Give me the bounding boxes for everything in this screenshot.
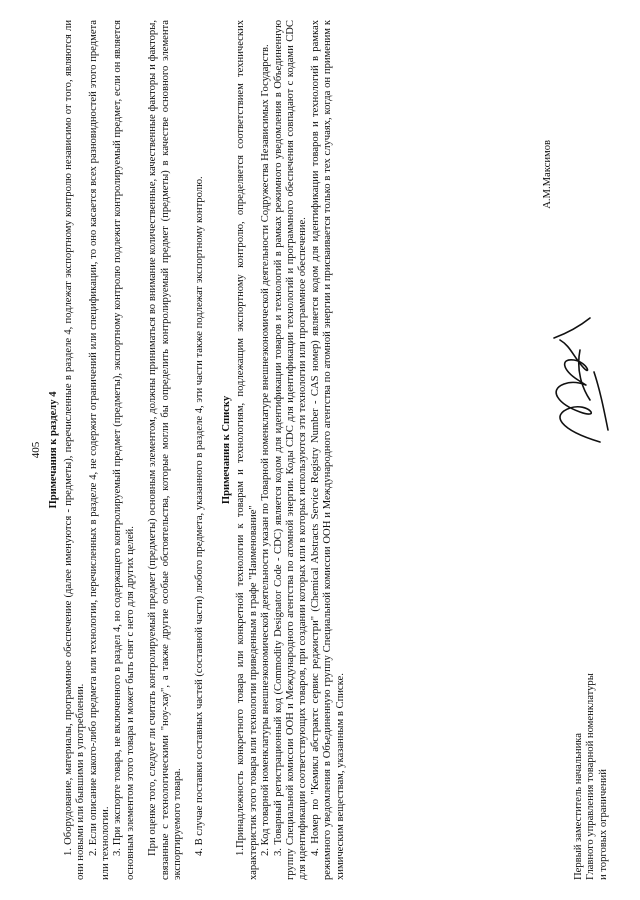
list-note-3: 3. Товарный регистрационный код (Commodity Designator Code - CDC) является кодом для идентификации товаров и технологий в рамках режимного уведомления в Объединенную группу Специальной комиссии ООН и Международного агентства по атомной энергии. Коды CDC для идентификации технологий и программного обеспечения совпадают с кодами CDC для идентификации соответствующих товаров, при создании которых или в которых используются эти технологии или программное обеспечение. <box>272 20 309 880</box>
signatory-title-line-3: и торговых ограничений <box>597 769 609 880</box>
signatory-title <box>573 520 610 880</box>
signatory-title-line-1: Первый заместитель начальника <box>572 733 584 880</box>
section4-note-1: 1. Оборудование, материалы, программное обеспечение (далее именуются - предметы), перечисленные в разделе 4, подлежат экспортному контролю независимо от того, являются ли они новыми или бывшими в употреблении. <box>62 20 87 880</box>
list-note-2: 2. Код товарной номенклатуры внешнеэкономической деятельности указан по Товарной номенклатуре внешнеэкономической деятельности Содружества Независимых Государств. <box>260 44 272 856</box>
page-number: 405 <box>30 441 42 459</box>
section4-notes-title: Примечания к разделу 4 <box>48 391 60 509</box>
rotated-sheet <box>30 20 610 880</box>
section4-note-3: 3. При экспорте товара, не включенного в раздел 4, но содержащего контролируемый предмет (предметы), экспортному контролю подлежит контролируемый предмет, если он является основным элементом этого товара и может быть снят с него для других целей. <box>112 20 136 880</box>
signatory-name: А.М.Максимов <box>541 140 553 209</box>
list-note-4: 4. Номер по "Кемикл абстрактс сервис реджистри" (Chemical Abstracts Service Registry Number - CAS номер) является кодом для идентификации товаров и технологий в рамках режимного уведомления в Объединенную группу Специальной комиссии ООН и Международного агентства по атомной энергии и присваивается только в тех случаях, когда он применим к химическим веществам, указанным в Списке. <box>309 20 346 880</box>
signatory-title-line-2: Главного управления товарной номенклатуры <box>585 673 597 880</box>
section4-note-3-continued: При оценке того, следует ли считать контролируемый предмет (предметы) основным элементом, должны приниматься во внимание количественные, качественные факторы и факторы, связанные с технологическими "ноу-хау", а также другие особые обстоятельства, которые могли бы определить контролируемый предмет (предметы) в качестве основного элемента экспортируемого товара. <box>147 20 184 880</box>
handwritten-signature <box>530 310 620 450</box>
section4-note-2: 2. Если описание какого-либо предмета или технологии, перечисленных в разделе 4, не содержит ограничений или спецификации, то оно касается всех разновидностей этого предмета или технологии. <box>87 20 112 880</box>
list-note-1: 1.Принадлежность конкретного товара или конкретной технологии к товарам и технологиям, подлежащим экспортному контролю, определяется соответствием технических характеристик этого товара или технологии приведенным в графе "Наименование" <box>235 20 259 880</box>
section4-note-4: 4. В случае поставки составных частей (составной части) любого предмета, указанного в разделе 4, эти части также подлежат экспортному контролю. <box>194 176 206 856</box>
signature-block <box>540 20 610 880</box>
list-notes-title: Примечания к Списку <box>220 395 232 505</box>
